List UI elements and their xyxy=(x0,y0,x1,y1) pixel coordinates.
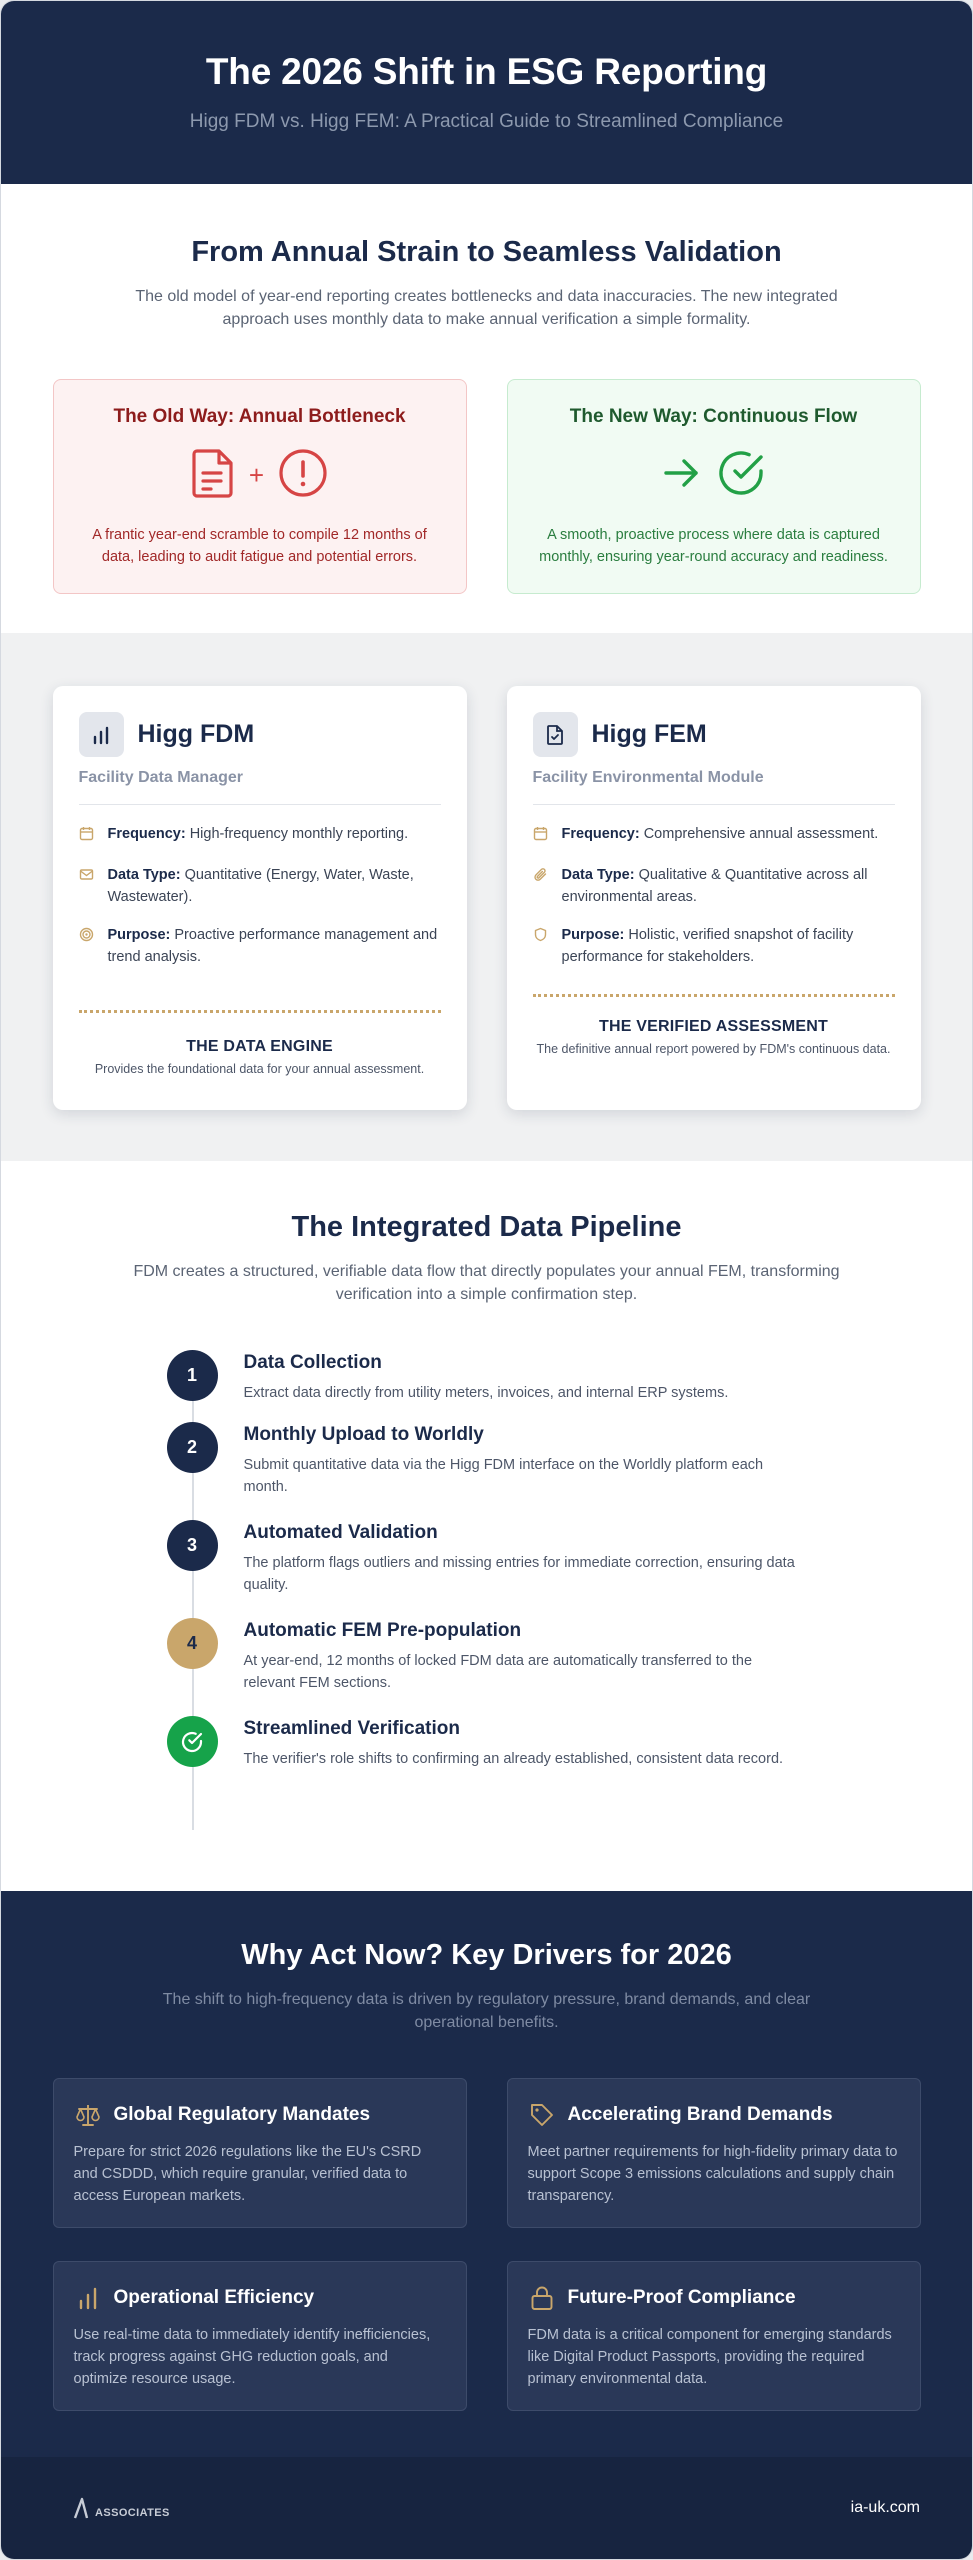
fem-footer-text: The definitive annual report powered by FDM's continuous data. xyxy=(536,1042,891,1056)
step-number: 4 xyxy=(167,1618,218,1669)
fdm-purpose-text: Proactive performance management and trend analysis. xyxy=(107,927,438,965)
driver-text: FDM data is a critical component for emerging standards like Digital Product Passports, providing the required primary environmental data. xyxy=(527,2327,892,2387)
document-check-icon xyxy=(533,712,578,757)
fem-title: Higg FEM xyxy=(591,720,707,748)
plus-sign: + xyxy=(248,459,265,490)
step-title: Streamlined Verification xyxy=(243,1718,460,1739)
shift-title: From Annual Strain to Seamless Validation xyxy=(191,236,782,268)
old-way-title: The Old Way: Annual Bottleneck xyxy=(113,406,406,427)
step-text: The verifier's role shifts to confirming an already established, consistent data record. xyxy=(243,1751,784,1767)
alert-icon xyxy=(278,448,328,503)
driver-title: Operational Efficiency xyxy=(113,2287,315,2308)
driver-text: Use real-time data to immediately identify inefficiencies, track progress against GHG reduction goals, and optimize resource usage. xyxy=(73,2327,431,2387)
logo-text: ASSOCIATES xyxy=(95,2507,170,2519)
driver-title: Accelerating Brand Demands xyxy=(567,2104,833,2125)
fem-purpose-item xyxy=(533,924,895,968)
fdm-frequency-label: Frequency: xyxy=(107,826,186,842)
shift-lead: The old model of year-end reporting creates bottlenecks and data inaccuracies. The new integrated approach uses monthly data to make annual verification a simple formality. xyxy=(135,288,838,328)
step-text: Extract data directly from utility meters, invoices, and internal ERP systems. xyxy=(243,1385,729,1401)
arrow-right-icon xyxy=(662,453,702,498)
pipeline-lead: FDM creates a structured, verifiable data flow that directly populates your annual FEM, transforming verification into a simple confirmation step. xyxy=(133,1263,840,1303)
old-way-card xyxy=(53,379,467,594)
step-title: Automatic FEM Pre-population xyxy=(243,1620,522,1641)
modules-row xyxy=(53,686,921,1110)
step-text: At year-end, 12 months of locked FDM data are automatically transferred to the relevant FEM sections. xyxy=(243,1653,753,1691)
fem-footer xyxy=(533,1018,895,1059)
company-logo xyxy=(73,2497,170,2519)
drivers-grid xyxy=(53,2078,921,2411)
check-circle-icon xyxy=(167,1716,218,1767)
step-text: Submit quantitative data via the Higg FDM interface on the Worldly platform each month. xyxy=(243,1457,764,1495)
fdm-card-header xyxy=(79,712,441,757)
driver-card-compliance xyxy=(507,2261,921,2411)
modules-section xyxy=(1,633,972,1161)
fdm-purpose-item xyxy=(79,924,441,968)
new-way-card xyxy=(507,379,921,594)
fdm-purpose-label: Purpose: xyxy=(107,927,171,943)
scales-icon xyxy=(74,2101,102,2129)
step-text: The platform flags outliers and missing entries for immediate correction, ensuring data quality. xyxy=(243,1555,795,1593)
paperclip-icon xyxy=(533,864,550,908)
fdm-card xyxy=(53,686,467,1110)
comparison-row xyxy=(53,379,921,594)
page-footer xyxy=(1,2457,972,2559)
old-way-text: A frantic year-end scramble to compile 12 months of data, leading to audit fatigue and potential errors. xyxy=(92,527,427,565)
fdm-datatype-text: Quantitative (Energy, Water, Waste, Wastewater). xyxy=(107,867,414,905)
fem-footer-title: THE VERIFIED ASSESSMENT xyxy=(599,1018,828,1035)
pipeline-step-4 xyxy=(167,1618,807,1694)
drivers-lead: The shift to high-frequency data is driven by regulatory pressure, brand demands, and clear operational benefits. xyxy=(162,1991,811,2031)
fdm-frequency-text: High-frequency monthly reporting. xyxy=(189,826,409,842)
pipeline-steps xyxy=(167,1350,807,1770)
fem-datatype-text: Qualitative & Quantitative across all environmental areas. xyxy=(561,867,868,905)
fdm-subtitle: Facility Data Manager xyxy=(78,769,243,786)
fem-card-header xyxy=(533,712,895,757)
mail-icon xyxy=(79,864,96,908)
pipeline-step-1 xyxy=(167,1350,807,1404)
fem-card xyxy=(507,686,921,1110)
step-title: Monthly Upload to Worldly xyxy=(243,1424,484,1445)
logo-mark-icon xyxy=(73,2497,89,2519)
dotted-divider xyxy=(79,1010,441,1013)
pipeline-step-3 xyxy=(167,1520,807,1596)
hero-header xyxy=(1,1,972,184)
fem-purpose-label: Purpose: xyxy=(561,927,625,943)
document-icon xyxy=(191,448,235,503)
fem-frequency-text: Comprehensive annual assessment. xyxy=(643,826,879,842)
step-number: 3 xyxy=(167,1520,218,1571)
fem-purpose-text: Holistic, verified snapshot of facility performance for stakeholders. xyxy=(561,927,854,965)
shift-section xyxy=(1,184,972,633)
drivers-section xyxy=(1,1891,972,2457)
calendar-icon xyxy=(533,823,550,848)
pipeline-title: The Integrated Data Pipeline xyxy=(291,1211,682,1243)
calendar-icon xyxy=(79,823,96,848)
pipeline-section xyxy=(1,1161,972,1891)
fdm-datatype-label: Data Type: xyxy=(107,867,181,883)
driver-card-regulatory xyxy=(53,2078,467,2228)
bar-chart-icon xyxy=(74,2284,102,2312)
driver-text: Meet partner requirements for high-fidelity primary data to support Scope 3 emissions calculations and supply chain transparency. xyxy=(527,2144,898,2204)
fdm-footer-title: THE DATA ENGINE xyxy=(186,1038,333,1055)
step-number: 1 xyxy=(167,1350,218,1401)
page-subtitle: Higg FDM vs. Higg FEM: A Practical Guide to Streamlined Compliance xyxy=(189,111,784,132)
driver-card-brand xyxy=(507,2078,921,2228)
website-link[interactable]: ia-uk.com xyxy=(850,2499,920,2516)
dotted-divider xyxy=(533,994,895,997)
drivers-title: Why Act Now? Key Drivers for 2026 xyxy=(241,1939,732,1971)
fem-frequency-item xyxy=(533,823,895,848)
new-way-icons xyxy=(508,448,920,502)
target-icon xyxy=(79,924,96,968)
step-number: 2 xyxy=(167,1422,218,1473)
lock-icon xyxy=(528,2284,556,2312)
new-way-title: The New Way: Continuous Flow xyxy=(569,406,858,427)
fem-subtitle: Facility Environmental Module xyxy=(532,769,764,786)
step-title: Data Collection xyxy=(243,1352,382,1373)
fem-frequency-label: Frequency: xyxy=(561,826,640,842)
driver-title: Global Regulatory Mandates xyxy=(113,2104,371,2125)
fem-attributes xyxy=(533,823,895,968)
fdm-footer-text: Provides the foundational data for your annual assessment. xyxy=(94,1062,425,1076)
fem-datatype-item xyxy=(533,864,895,908)
page-title: The 2026 Shift in ESG Reporting xyxy=(205,51,768,92)
shield-icon xyxy=(533,924,550,968)
fem-datatype-label: Data Type: xyxy=(561,867,635,883)
divider xyxy=(79,804,441,805)
fdm-title: Higg FDM xyxy=(137,720,255,748)
pipeline-step-2 xyxy=(167,1422,807,1498)
tag-icon xyxy=(528,2101,556,2129)
fdm-datatype-item xyxy=(79,864,441,908)
old-way-icons xyxy=(54,448,466,502)
driver-text: Prepare for strict 2026 regulations like the EU's CSRD and CSDDD, which require granular, verified data to access European markets. xyxy=(73,2144,422,2204)
divider xyxy=(533,804,895,805)
step-title: Automated Validation xyxy=(243,1522,438,1543)
fdm-frequency-item xyxy=(79,823,441,848)
bar-chart-icon xyxy=(79,712,124,757)
pipeline-step-5 xyxy=(167,1716,807,1770)
fdm-attributes xyxy=(79,823,441,968)
driver-title: Future-Proof Compliance xyxy=(567,2287,796,2308)
fdm-footer xyxy=(79,1038,441,1079)
new-way-text: A smooth, proactive process where data is captured monthly, ensuring year-round accuracy and readiness. xyxy=(539,527,888,565)
check-circle-icon xyxy=(716,448,766,503)
driver-card-efficiency xyxy=(53,2261,467,2411)
